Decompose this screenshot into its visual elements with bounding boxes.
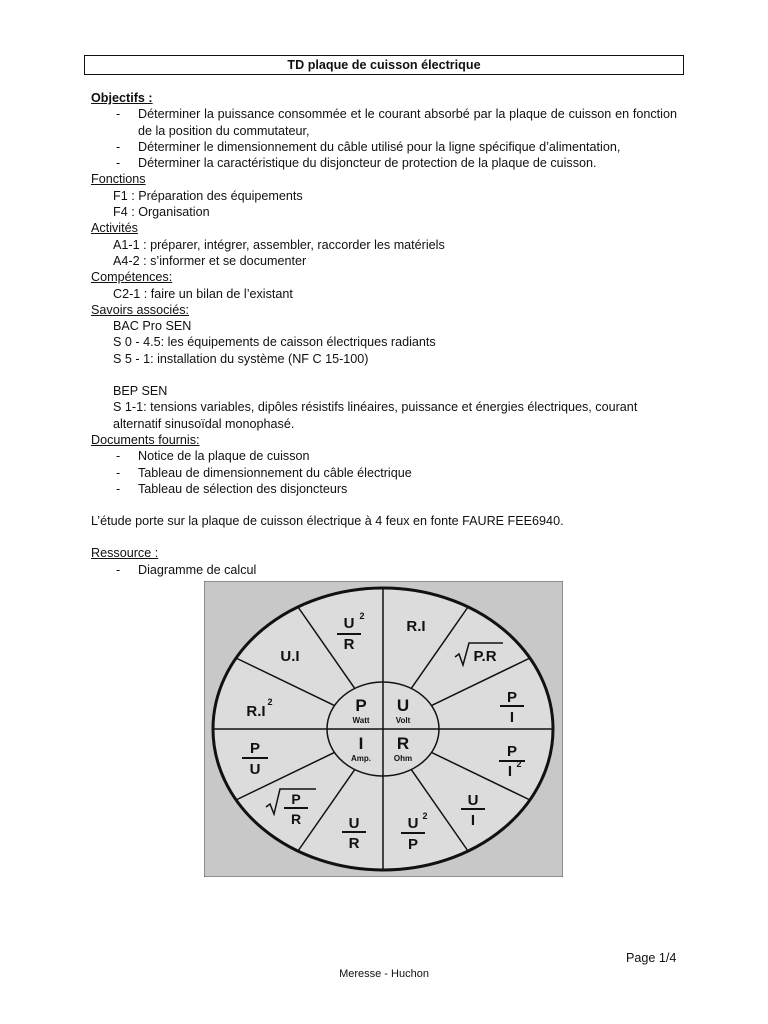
center-unit-ohm: Ohm	[393, 754, 413, 763]
formula-p-over-i-num: P	[506, 689, 518, 706]
list-item: - Déterminer la puissance consommée et le courant absorbé par la plaque de cuisson en fonction de la position du commutateur,	[91, 106, 677, 139]
formula-ri: R.I	[406, 618, 426, 635]
savoirs-heading: Savoirs associés:	[91, 302, 189, 317]
center-symbol-r: R	[396, 734, 410, 753]
formula-sqrt-p-den: R	[290, 811, 302, 827]
list-item: S 5 - 1: installation du système (NF C 15-100)	[113, 351, 369, 366]
center-unit-watt: Watt	[352, 716, 370, 725]
list-item: - Tableau de dimensionnement du câble électrique	[91, 465, 677, 481]
list-item: A1-1 : préparer, intégrer, assembler, raccorder les matériels	[113, 237, 445, 252]
documents-heading: Documents fournis:	[91, 432, 200, 447]
center-symbol-p: P	[355, 696, 367, 715]
formula-wheel-diagram	[204, 581, 563, 877]
list-item: S 0 - 4.5: les équipements de caisson électriques radiants	[113, 335, 436, 350]
formula-u-over-r-den: R	[348, 835, 360, 852]
list-item: C2-1 : faire un bilan de l’existant	[113, 286, 293, 301]
list-item: F4 : Organisation	[113, 205, 210, 220]
formula-p-over-u-num: P	[249, 740, 261, 757]
list-item: - Déterminer la caractéristique du disjoncteur de protection de la plaque de cuisson.	[91, 155, 677, 171]
list-item: A4-2 : s’informer et se documenter	[113, 253, 307, 268]
formula-p-over-i2-den: I	[507, 763, 513, 780]
formula-p-over-u-den: U	[249, 761, 261, 778]
competences-heading: Compétences:	[91, 270, 173, 285]
formula-ri2-exp: 2	[267, 697, 273, 707]
formula-p-over-i2-num: P	[506, 743, 518, 760]
formula-ui: U.I	[280, 648, 300, 665]
documents-list	[91, 448, 677, 497]
formula-wheel-svg	[204, 581, 563, 877]
formula-u2-over-p-exp: 2	[422, 811, 428, 821]
objectifs-heading: Objectifs :	[91, 91, 153, 105]
formula-u-over-i-den: I	[470, 812, 476, 829]
list-item: - Diagramme de calcul	[91, 562, 677, 578]
activites-heading: Activités	[91, 221, 138, 236]
formula-sqrt-pr: P.R	[473, 648, 497, 665]
list-item: - Notice de la plaque de cuisson	[91, 448, 677, 464]
list-item: - Tableau de sélection des disjoncteurs	[91, 481, 677, 497]
center-symbol-u: U	[396, 696, 410, 715]
formula-p-over-i2-exp: 2	[516, 759, 522, 769]
list-item: - Déterminer le dimensionnement du câble utilisé pour la ligne spécifique d’alimentation,	[91, 139, 677, 155]
footer-authors: Meresse - Huchon	[339, 968, 429, 980]
formula-u2-over-r-num: U	[343, 615, 355, 632]
formula-p-over-i-den: I	[509, 709, 515, 726]
ressource-list	[91, 562, 677, 578]
formula-sqrt-p-num: P	[291, 791, 301, 807]
formula-u2-over-p-den: P	[407, 836, 419, 853]
document-title: TD plaque de cuisson électrique	[84, 55, 684, 75]
formula-u2-over-r-exp: 2	[359, 611, 365, 621]
center-unit-volt: Volt	[395, 716, 411, 725]
bac-title: BAC Pro SEN	[113, 319, 192, 334]
list-item: F1 : Préparation des équipements	[113, 188, 303, 203]
bep-title: BEP SEN	[113, 384, 168, 399]
formula-u-over-r-num: U	[348, 815, 360, 832]
ressource-heading: Ressource :	[91, 546, 159, 561]
formula-u2-over-r-den: R	[343, 636, 355, 653]
page-number: Page 1/4	[626, 951, 677, 965]
document-body	[91, 90, 677, 578]
formula-u2-over-p-num: U	[407, 815, 419, 832]
etude-paragraph: L’étude porte sur la plaque de cuisson électrique à 4 feux en fonte FAURE FEE6940.	[91, 514, 564, 529]
center-symbol-i: I	[358, 734, 364, 753]
list-item: S 1-1: tensions variables, dipôles résistifs linéaires, puissance et énergies électriques, courant alternatif sinusoïdal monophasé.	[113, 400, 638, 431]
center-unit-amp: Amp.	[351, 754, 371, 763]
formula-u-over-i-num: U	[467, 792, 479, 809]
formula-ri2: R.I	[246, 703, 266, 720]
fonctions-heading: Fonctions	[91, 172, 146, 187]
objectifs-list	[91, 106, 677, 171]
